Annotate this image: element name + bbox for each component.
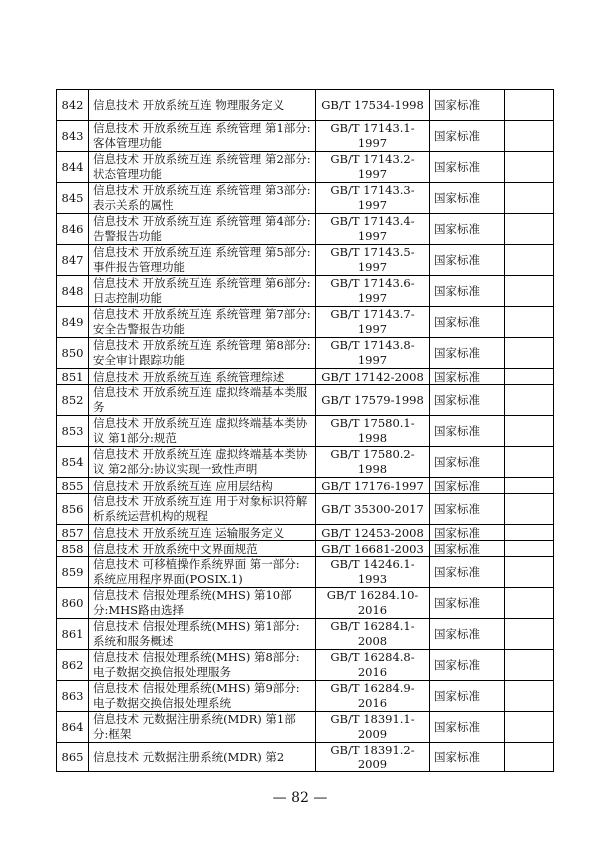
row-note — [505, 541, 554, 557]
standard-type: 国家标准 — [430, 541, 505, 557]
standard-code: GB/T 17143.1-1997 — [316, 121, 430, 152]
table-row — [57, 743, 554, 772]
standard-code: GB/T 17143.3-1997 — [316, 183, 430, 214]
standard-type: 国家标准 — [430, 619, 505, 650]
standard-name: 信息技术 信报处理系统(MHS) 第1部分:系统和服务概述 — [89, 619, 316, 650]
standard-code: GB/T 12453-2008 — [316, 525, 430, 541]
row-note — [505, 743, 554, 772]
row-number: 855 — [57, 478, 89, 494]
standard-name: 信息技术 开放系统中文界面规范 — [89, 541, 316, 557]
standard-type: 国家标准 — [430, 90, 505, 121]
table-row — [57, 152, 554, 183]
row-note — [505, 557, 554, 588]
standard-code: GB/T 17534-1998 — [316, 90, 430, 121]
table-row — [57, 588, 554, 619]
table-row — [57, 525, 554, 541]
standard-name: 信息技术 信报处理系统(MHS) 第10部分:MHS路由选择 — [89, 588, 316, 619]
standard-name: 信息技术 开放系统互连 系统管理 第5部分:事件报告管理功能 — [89, 245, 316, 276]
standard-code: GB/T 17143.6-1997 — [316, 276, 430, 307]
standard-name: 信息技术 开放系统互连 系统管理 第6部分:日志控制功能 — [89, 276, 316, 307]
row-number: 858 — [57, 541, 89, 557]
table-row — [57, 494, 554, 525]
table-row — [57, 478, 554, 494]
standard-code: GB/T 16284.1-2008 — [316, 619, 430, 650]
standard-name: 信息技术 开放系统互连 运输服务定义 — [89, 525, 316, 541]
table-row — [57, 369, 554, 385]
row-number: 862 — [57, 650, 89, 681]
standard-name: 信息技术 开放系统互连 系统管理 第4部分:告警报告功能 — [89, 214, 316, 245]
standard-name: 信息技术 信报处理系统(MHS) 第9部分:电子数据交换信报处理系统 — [89, 681, 316, 712]
standard-name: 信息技术 开放系统互连 虚拟终端基本类协议 第2部分:协议实现一致性声明 — [89, 447, 316, 478]
standard-name: 信息技术 开放系统互连 系统管理 第8部分:安全审计跟踪功能 — [89, 338, 316, 369]
standard-code: GB/T 17143.5-1997 — [316, 245, 430, 276]
table-row — [57, 276, 554, 307]
row-number: 849 — [57, 307, 89, 338]
row-note — [505, 650, 554, 681]
standard-code: GB/T 18391.2-2009 — [316, 743, 430, 772]
standard-code: GB/T 17143.2-1997 — [316, 152, 430, 183]
standard-name: 信息技术 开放系统互连 系统管理 第2部分:状态管理功能 — [89, 152, 316, 183]
standard-name: 信息技术 开放系统互连 用于对象标识符解析系统运营机构的规程 — [89, 494, 316, 525]
row-note — [505, 369, 554, 385]
row-number: 850 — [57, 338, 89, 369]
standard-type: 国家标准 — [430, 245, 505, 276]
standard-code: GB/T 17143.7-1997 — [316, 307, 430, 338]
standard-code: GB/T 16284.8-2016 — [316, 650, 430, 681]
standard-name: 信息技术 开放系统互连 虚拟终端基本类服务 — [89, 385, 316, 416]
standard-name: 信息技术 开放系统互连 系统管理 第7部分:安全告警报告功能 — [89, 307, 316, 338]
standard-name: 信息技术 元数据注册系统(MDR) 第1部分:框架 — [89, 712, 316, 743]
row-number: 863 — [57, 681, 89, 712]
row-note — [505, 681, 554, 712]
standard-name: 信息技术 可移植操作系统界面 第一部分:系统应用程序界面(POSIX.1) — [89, 557, 316, 588]
standard-type: 国家标准 — [430, 276, 505, 307]
row-number: 856 — [57, 494, 89, 525]
standard-type: 国家标准 — [430, 416, 505, 447]
standard-type: 国家标准 — [430, 712, 505, 743]
row-note — [505, 447, 554, 478]
row-note — [505, 494, 554, 525]
standard-type: 国家标准 — [430, 307, 505, 338]
row-number: 861 — [57, 619, 89, 650]
table-row — [57, 541, 554, 557]
row-number: 848 — [57, 276, 89, 307]
standard-code: GB/T 17176-1997 — [316, 478, 430, 494]
row-number: 843 — [57, 121, 89, 152]
row-note — [505, 385, 554, 416]
row-note — [505, 619, 554, 650]
row-note — [505, 152, 554, 183]
standard-code: GB/T 35300-2017 — [316, 494, 430, 525]
table-row — [57, 681, 554, 712]
row-number: 844 — [57, 152, 89, 183]
table-row — [57, 557, 554, 588]
row-number: 851 — [57, 369, 89, 385]
row-number: 859 — [57, 557, 89, 588]
row-number: 853 — [57, 416, 89, 447]
row-note — [505, 121, 554, 152]
standard-name: 信息技术 开放系统互连 应用层结构 — [89, 478, 316, 494]
standard-type: 国家标准 — [430, 494, 505, 525]
row-note — [505, 525, 554, 541]
standard-name: 信息技术 开放系统互连 系统管理 第1部分:客体管理功能 — [89, 121, 316, 152]
row-note — [505, 307, 554, 338]
standard-type: 国家标准 — [430, 557, 505, 588]
row-number: 845 — [57, 183, 89, 214]
standard-type: 国家标准 — [430, 385, 505, 416]
row-number: 860 — [57, 588, 89, 619]
table-row — [57, 338, 554, 369]
table-row — [57, 307, 554, 338]
standard-type: 国家标准 — [430, 681, 505, 712]
table-row — [57, 712, 554, 743]
standard-type: 国家标准 — [430, 369, 505, 385]
row-note — [505, 478, 554, 494]
standard-type: 国家标准 — [430, 743, 505, 772]
standard-type: 国家标准 — [430, 121, 505, 152]
standard-code: GB/T 17143.8-1997 — [316, 338, 430, 369]
standards-table — [56, 89, 554, 772]
row-note — [505, 90, 554, 121]
standard-code: GB/T 17142-2008 — [316, 369, 430, 385]
row-number: 865 — [57, 743, 89, 772]
page-number: — 82 — — [272, 790, 328, 806]
standard-name: 信息技术 开放系统互连 虚拟终端基本类协议 第1部分:规范 — [89, 416, 316, 447]
row-note — [505, 214, 554, 245]
standard-code: GB/T 17580.1-1998 — [316, 416, 430, 447]
table-row — [57, 121, 554, 152]
row-number: 864 — [57, 712, 89, 743]
table-row — [57, 650, 554, 681]
row-note — [505, 712, 554, 743]
row-number: 854 — [57, 447, 89, 478]
table-row — [57, 385, 554, 416]
row-note — [505, 276, 554, 307]
row-number: 842 — [57, 90, 89, 121]
row-note — [505, 416, 554, 447]
standard-type: 国家标准 — [430, 183, 505, 214]
standard-type: 国家标准 — [430, 650, 505, 681]
table-row — [57, 619, 554, 650]
row-note — [505, 588, 554, 619]
standard-type: 国家标准 — [430, 214, 505, 245]
standard-type: 国家标准 — [430, 525, 505, 541]
standard-name: 信息技术 开放系统互连 系统管理 第3部分:表示关系的属性 — [89, 183, 316, 214]
standard-type: 国家标准 — [430, 152, 505, 183]
standard-type: 国家标准 — [430, 478, 505, 494]
standard-name: 信息技术 开放系统互连 系统管理综述 — [89, 369, 316, 385]
table-row — [57, 90, 554, 121]
standard-code: GB/T 16284.10-2016 — [316, 588, 430, 619]
standard-type: 国家标准 — [430, 447, 505, 478]
table-row — [57, 245, 554, 276]
row-number: 852 — [57, 385, 89, 416]
row-note — [505, 183, 554, 214]
standard-name: 信息技术 开放系统互连 物理服务定义 — [89, 90, 316, 121]
standard-code: GB/T 17143.4-1997 — [316, 214, 430, 245]
standard-type: 国家标准 — [430, 338, 505, 369]
standards-table-body — [57, 90, 554, 772]
row-note — [505, 338, 554, 369]
standard-code: GB/T 17579-1998 — [316, 385, 430, 416]
row-number: 846 — [57, 214, 89, 245]
standard-name: 信息技术 元数据注册系统(MDR) 第2 — [89, 743, 316, 772]
row-number: 857 — [57, 525, 89, 541]
standard-name: 信息技术 信报处理系统(MHS) 第8部分:电子数据交换信报处理服务 — [89, 650, 316, 681]
standard-code: GB/T 17580.2-1998 — [316, 447, 430, 478]
row-note — [505, 245, 554, 276]
standard-code: GB/T 16681-2003 — [316, 541, 430, 557]
standard-code: GB/T 14246.1-1993 — [316, 557, 430, 588]
table-row — [57, 416, 554, 447]
standard-code: GB/T 16284.9-2016 — [316, 681, 430, 712]
table-row — [57, 447, 554, 478]
standard-code: GB/T 18391.1-2009 — [316, 712, 430, 743]
standard-type: 国家标准 — [430, 588, 505, 619]
table-row — [57, 183, 554, 214]
row-number: 847 — [57, 245, 89, 276]
table-row — [57, 214, 554, 245]
